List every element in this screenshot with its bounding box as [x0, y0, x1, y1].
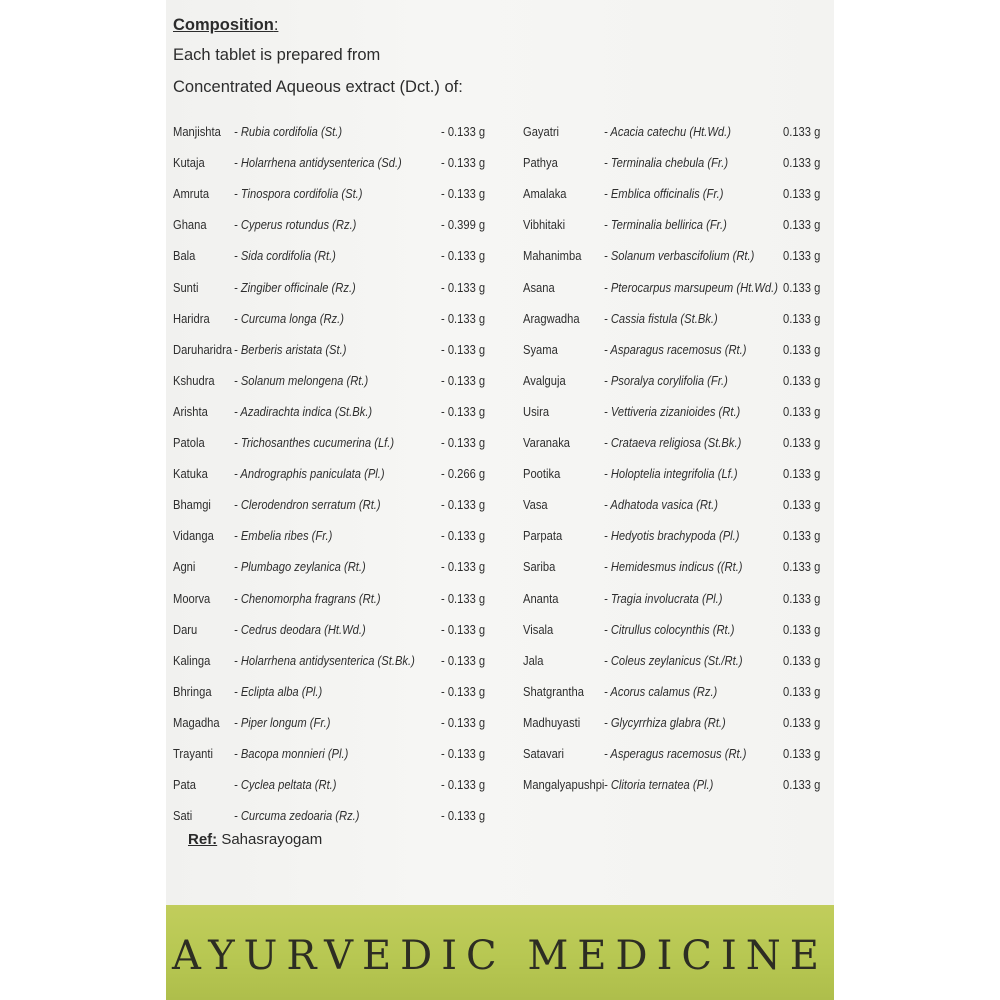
ingredient-quantity: 0.133 g — [783, 217, 821, 232]
ingredient-quantity: - 0.133 g — [441, 715, 486, 730]
botanical-name: - Tinospora cordifolia (St.) — [234, 186, 363, 201]
ingredient-name: Gayatri — [523, 124, 560, 139]
ingredient-quantity: - 0.133 g — [441, 497, 486, 512]
ingredient-name: Agni — [173, 559, 196, 574]
botanical-name: - Psoralya corylifolia (Fr.) — [604, 373, 728, 388]
ingredient-name: Mahanimba — [523, 248, 582, 263]
botanical-name: - Plumbago zeylanica (Rt.) — [234, 559, 366, 574]
botanical-name: - Tragia involucrata (Pl.) — [604, 591, 723, 606]
botanical-name: - Sida cordifolia (Rt.) — [234, 248, 336, 263]
ingredient-quantity: 0.133 g — [783, 373, 821, 388]
ingredient-name: Arishta — [173, 404, 208, 419]
ingredient-name: Kutaja — [173, 155, 205, 170]
ingredient-name: Pathya — [523, 155, 558, 170]
ingredient-quantity: 0.133 g — [783, 715, 821, 730]
ingredient-name: Sati — [173, 808, 193, 823]
botanical-name: - Holoptelia integrifolia (Lf.) — [604, 466, 738, 481]
ingredient-name: Mangalyapushpi — [523, 777, 605, 792]
botanical-name: - Emblica officinalis (Fr.) — [604, 186, 724, 201]
ingredient-name: Manjishta — [173, 124, 221, 139]
composition-intro-line2: Concentrated Aqueous extract (Dct.) of: — [173, 78, 463, 96]
composition-intro-line1: Each tablet is prepared from — [173, 46, 381, 64]
ingredient-name: Daru — [173, 622, 198, 637]
ingredient-quantity: 0.133 g — [783, 653, 821, 668]
ingredient-quantity: - 0.133 g — [441, 373, 486, 388]
ingredient-quantity: 0.133 g — [783, 280, 821, 295]
ingredient-quantity: 0.133 g — [783, 435, 821, 450]
botanical-name: - Solanum verbascifolium (Rt.) — [604, 248, 755, 263]
ingredient-quantity: - 0.266 g — [441, 466, 486, 481]
ingredient-name: Varanaka — [523, 435, 571, 450]
ingredient-name: Magadha — [173, 715, 220, 730]
ingredient-name: Sariba — [523, 559, 556, 574]
botanical-name: - Bacopa monnieri (Pl.) — [234, 746, 349, 761]
botanical-name: - Citrullus colocynthis (Rt.) — [604, 622, 735, 637]
ingredient-quantity: 0.133 g — [783, 684, 821, 699]
ingredient-name: Daruharidra — [173, 342, 233, 357]
botanical-name: - Chenomorpha fragrans (Rt.) — [234, 591, 381, 606]
ingredient-name: Vidanga — [173, 528, 214, 543]
reference-line — [188, 831, 322, 848]
ingredient-quantity: - 0.133 g — [441, 155, 486, 170]
botanical-name: - Piper longum (Fr.) — [234, 715, 331, 730]
ingredient-name: Bhringa — [173, 684, 212, 699]
botanical-name: - Glycyrrhiza glabra (Rt.) — [604, 715, 726, 730]
botanical-name: - Azadirachta indica (St.Bk.) — [234, 404, 373, 419]
ingredient-quantity: - 0.133 g — [441, 311, 486, 326]
botanical-name: - Hedyotis brachypoda (Pl.) — [604, 528, 740, 543]
ingredient-quantity: - 0.133 g — [441, 124, 486, 139]
ingredient-name: Avalguja — [523, 373, 566, 388]
botanical-name: - Eclipta alba (Pl.) — [234, 684, 323, 699]
ingredient-quantity: - 0.133 g — [441, 404, 486, 419]
ingredient-quantity: - 0.399 g — [441, 217, 486, 232]
ingredient-name: Madhuyasti — [523, 715, 581, 730]
botanical-name: - Crataeva religiosa (St.Bk.) — [604, 435, 742, 450]
ingredient-quantity: - 0.133 g — [441, 777, 486, 792]
botanical-name: - Asparagus racemosus (Rt.) — [604, 342, 747, 357]
ingredient-name: Pata — [173, 777, 197, 792]
ingredient-quantity: 0.133 g — [783, 528, 821, 543]
ingredient-quantity: - 0.133 g — [441, 435, 486, 450]
reference-label: Ref: — [188, 831, 218, 848]
ingredient-quantity: 0.133 g — [783, 559, 821, 574]
ingredient-name: Bhamgi — [173, 497, 211, 512]
ingredient-quantity: 0.133 g — [783, 591, 821, 606]
ingredient-quantity: - 0.133 g — [441, 684, 486, 699]
ingredient-quantity: - 0.133 g — [441, 280, 486, 295]
reference-value: Sahasrayogam — [217, 831, 323, 848]
ingredient-name: Syama — [523, 342, 558, 357]
botanical-name: - Andrographis paniculata (Pl.) — [234, 466, 385, 481]
ingredient-name: Shatgrantha — [523, 684, 584, 699]
ingredient-quantity: - 0.133 g — [441, 591, 486, 606]
ingredient-name: Vasa — [523, 497, 548, 512]
ingredient-quantity: - 0.133 g — [441, 622, 486, 637]
botanical-name: - Rubia cordifolia (St.) — [234, 124, 343, 139]
botanical-name: - Berberis aristata (St.) — [234, 342, 347, 357]
botanical-name: - Asperagus racemosus (Rt.) — [604, 746, 747, 761]
ingredient-quantity: - 0.133 g — [441, 186, 486, 201]
ingredient-name: Pootika — [523, 466, 561, 481]
botanical-name: - Pterocarpus marsupeum (Ht.Wd.) — [604, 280, 778, 295]
ingredient-name: Kshudra — [173, 373, 215, 388]
ingredient-quantity: - 0.133 g — [441, 746, 486, 761]
ingredient-quantity: 0.133 g — [783, 404, 821, 419]
ingredient-quantity: 0.133 g — [783, 497, 821, 512]
ingredient-quantity: 0.133 g — [783, 466, 821, 481]
botanical-name: - Hemidesmus indicus ((Rt.) — [604, 559, 743, 574]
ingredient-name: Asana — [523, 280, 555, 295]
botanical-name: - Cedrus deodara (Ht.Wd.) — [234, 622, 366, 637]
footer-banner — [166, 905, 834, 1000]
ingredient-name: Usira — [523, 404, 550, 419]
ingredient-quantity: 0.133 g — [783, 248, 821, 263]
ingredient-quantity: - 0.133 g — [441, 653, 486, 668]
ingredient-quantity: - 0.133 g — [441, 342, 486, 357]
botanical-name: - Embelia ribes (Fr.) — [234, 528, 333, 543]
ingredient-name: Sunti — [173, 280, 199, 295]
ingredient-quantity: - 0.133 g — [441, 528, 486, 543]
ingredient-name: Kalinga — [173, 653, 211, 668]
banner-text: AYURVEDIC MEDICINE — [172, 933, 828, 979]
ingredient-quantity: 0.133 g — [783, 186, 821, 201]
botanical-name: - Holarrhena antidysenterica (St.Bk.) — [234, 653, 415, 668]
ingredient-name: Vibhitaki — [523, 217, 566, 232]
ingredient-quantity: 0.133 g — [783, 746, 821, 761]
botanical-name: - Terminalia chebula (Fr.) — [604, 155, 729, 170]
botanical-name: - Clerodendron serratum (Rt.) — [234, 497, 381, 512]
botanical-name: - Cyperus rotundus (Rz.) — [234, 217, 357, 232]
ingredient-name: Jala — [523, 653, 544, 668]
botanical-name: - Curcuma zedoaria (Rz.) — [234, 808, 360, 823]
botanical-name: - Cyclea peltata (Rt.) — [234, 777, 337, 792]
composition-heading: Composition: — [173, 16, 279, 34]
ingredient-name: Trayanti — [173, 746, 213, 761]
botanical-name: - Trichosanthes cucumerina (Lf.) — [234, 435, 395, 450]
botanical-name: - Vettiveria zizanioides (Rt.) — [604, 404, 741, 419]
ingredient-name: Patola — [173, 435, 205, 450]
ingredient-quantity: - 0.133 g — [441, 808, 486, 823]
ingredient-quantity: - 0.133 g — [441, 248, 486, 263]
ingredient-quantity: 0.133 g — [783, 342, 821, 357]
ingredient-quantity: 0.133 g — [783, 311, 821, 326]
ingredient-name: Bala — [173, 248, 196, 263]
botanical-name: - Acorus calamus (Rz.) — [604, 684, 718, 699]
ingredient-name: Haridra — [173, 311, 210, 326]
ingredient-quantity: 0.133 g — [783, 124, 821, 139]
botanical-name: - Terminalia bellirica (Fr.) — [604, 217, 727, 232]
botanical-name: - Cassia fistula (St.Bk.) — [604, 311, 718, 326]
botanical-name: - Holarrhena antidysenterica (Sd.) — [234, 155, 402, 170]
botanical-name: - Zingiber officinale (Rz.) — [234, 280, 356, 295]
botanical-name: - Clitoria ternatea (Pl.) — [604, 777, 714, 792]
ingredient-name: Visala — [523, 622, 554, 637]
ingredient-name: Moorva — [173, 591, 211, 606]
ingredient-name: Katuka — [173, 466, 208, 481]
ingredient-name: Ghana — [173, 217, 207, 232]
botanical-name: - Curcuma longa (Rz.) — [234, 311, 344, 326]
ingredient-name: Parpata — [523, 528, 563, 543]
botanical-name: - Coleus zeylanicus (St./Rt.) — [604, 653, 743, 668]
ingredient-name: Satavari — [523, 746, 565, 761]
ingredient-quantity: 0.133 g — [783, 622, 821, 637]
ingredient-quantity: - 0.133 g — [441, 559, 486, 574]
botanical-name: - Adhatoda vasica (Rt.) — [604, 497, 718, 512]
ingredient-name: Amalaka — [523, 186, 567, 201]
ingredient-quantity: 0.133 g — [783, 777, 821, 792]
botanical-name: - Solanum melongena (Rt.) — [234, 373, 369, 388]
ingredient-name: Aragwadha — [523, 311, 580, 326]
ingredient-quantity: 0.133 g — [783, 155, 821, 170]
botanical-name: - Acacia catechu (Ht.Wd.) — [604, 124, 731, 139]
ingredient-name: Ananta — [523, 591, 559, 606]
ingredient-name: Amruta — [173, 186, 210, 201]
